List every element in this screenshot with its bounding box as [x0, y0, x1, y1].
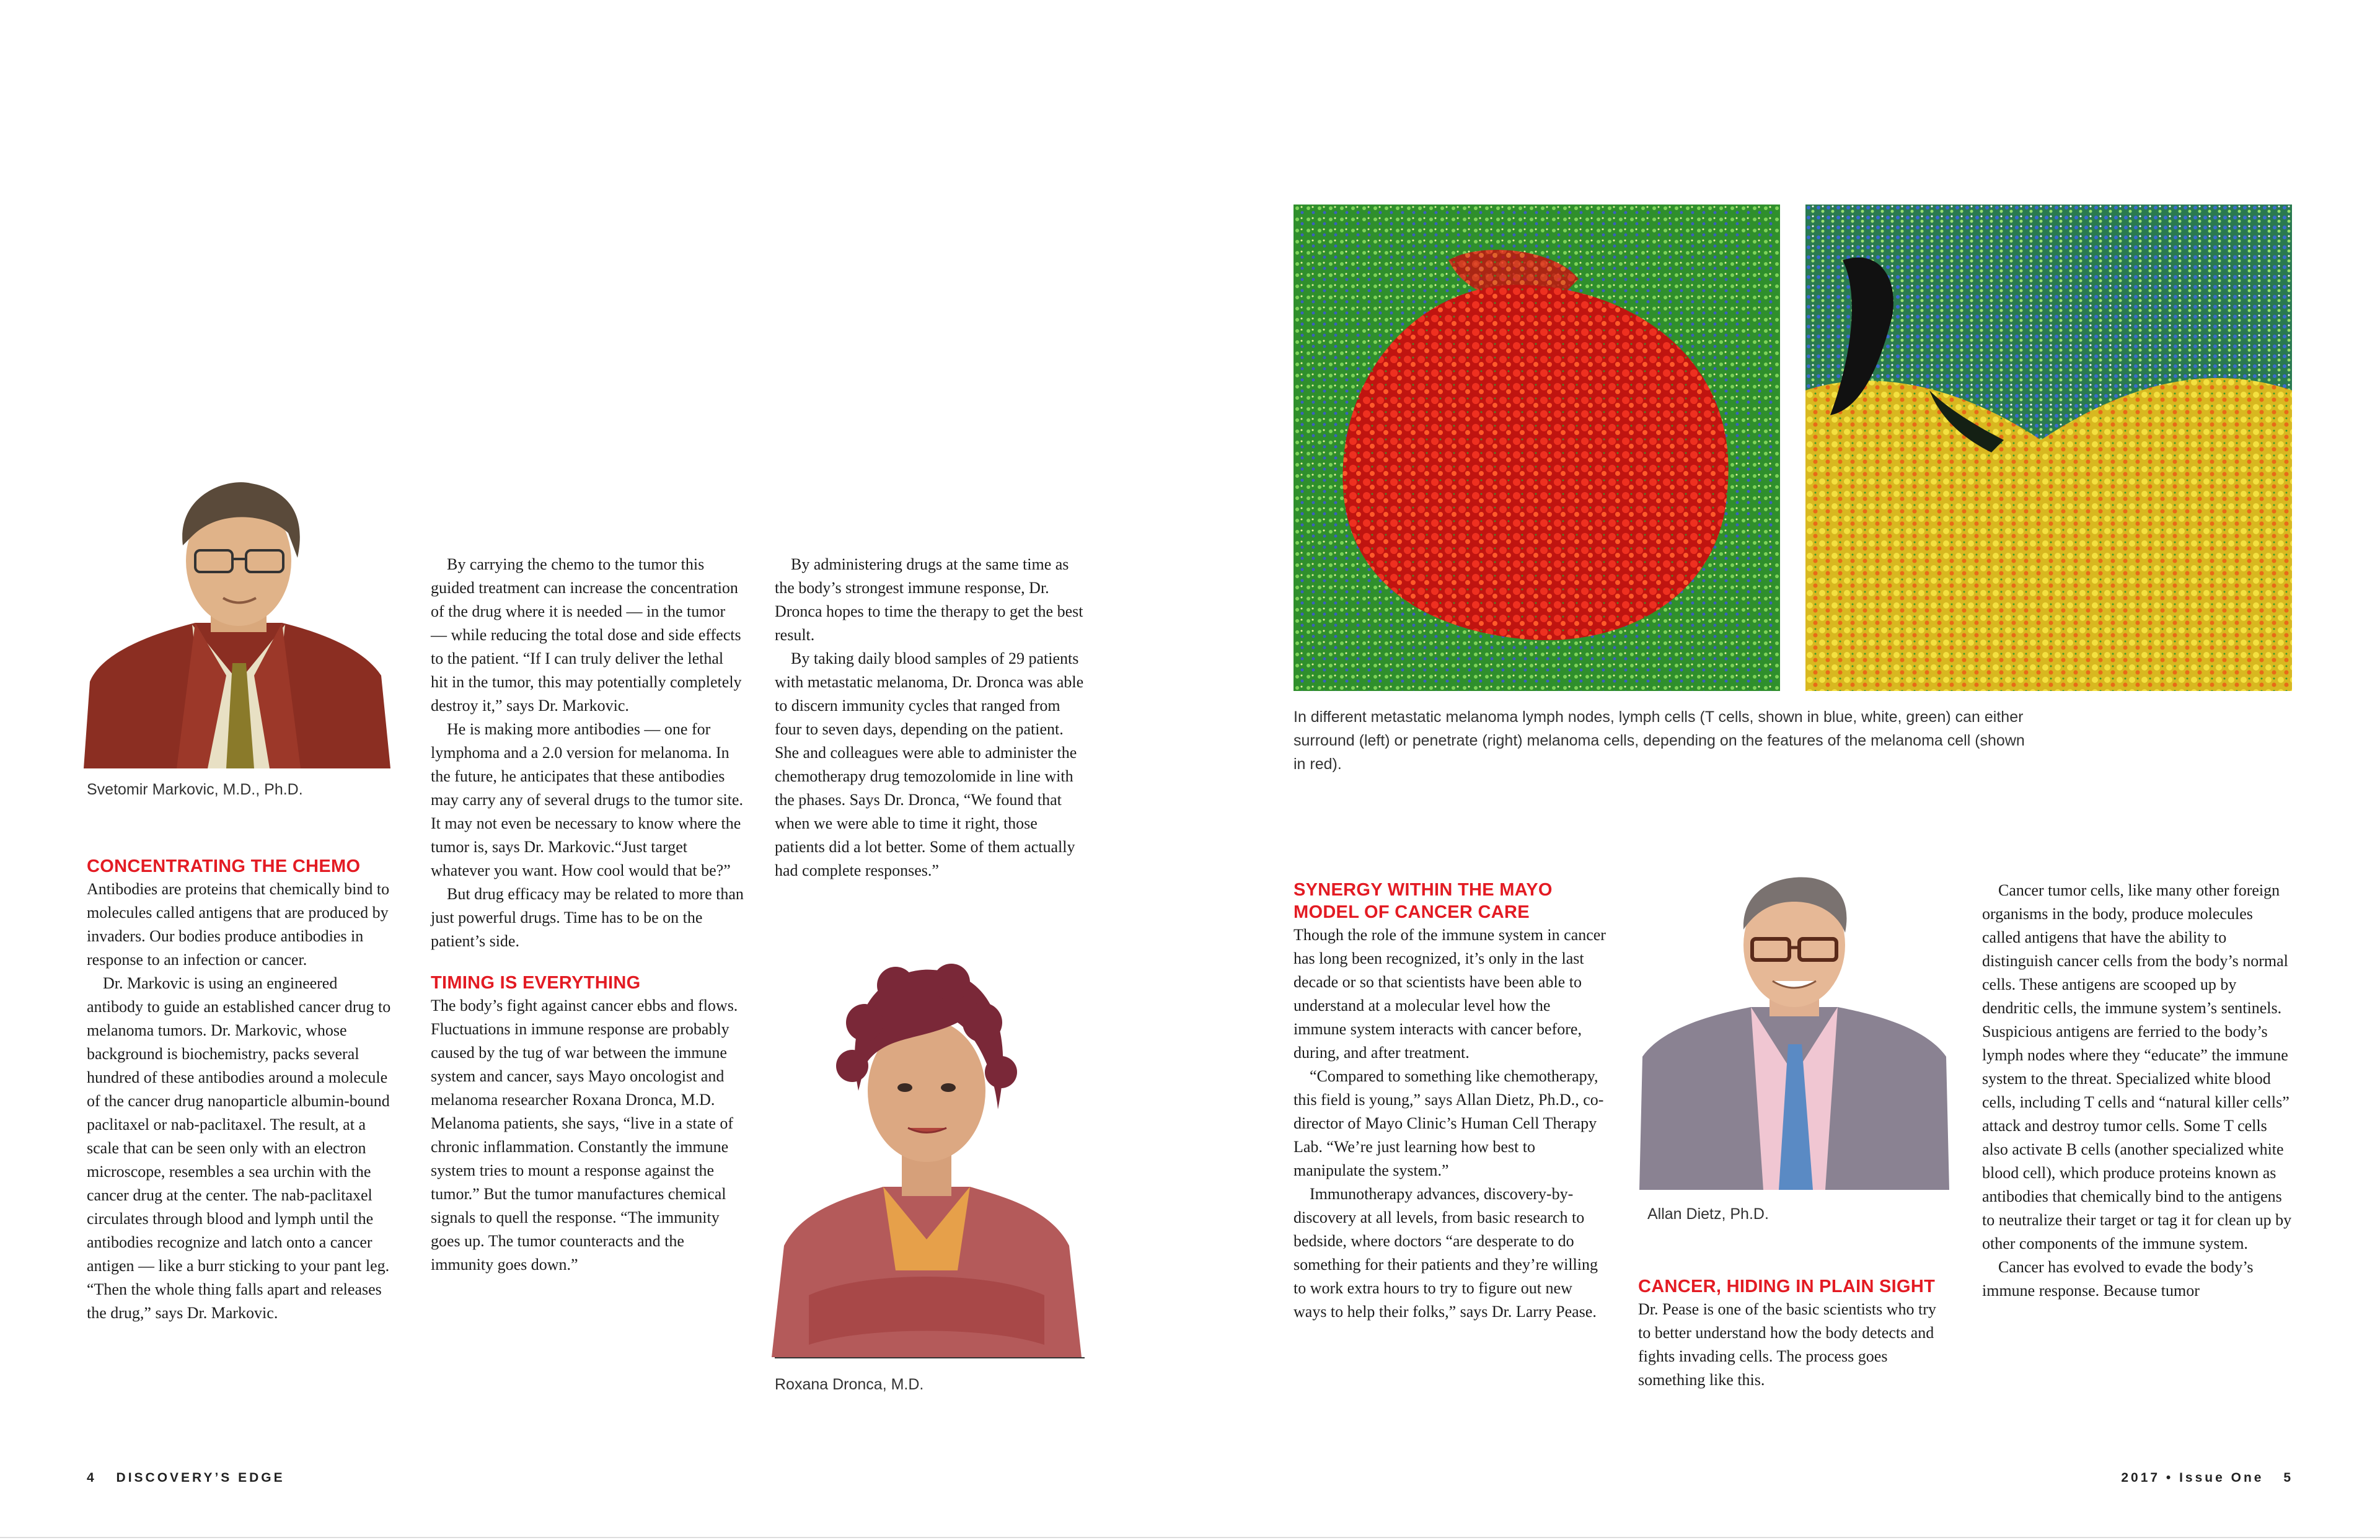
right-folio: [2121, 1471, 2293, 1485]
col3-paragraph-2: By taking daily blood samples of 29 patients with metastatic melanoma, Dr. Dronca was able to discern immunity cycles that ranged from four to seven days, depending on the patient. She and colleagues were able to administer the chemotherapy drug temozolomide in line with the phases. Says Dr. Dronca, “We found that when we were able to time it right, those patients did a lot better. Some of them actually had complete responses.”: [775, 649, 1084, 879]
melanoma-micrograph-right: [1805, 205, 2292, 691]
left-folio: [87, 1471, 285, 1485]
concentrating-chemo-heading: CONCENTRATING THE CHEMO: [87, 856, 361, 876]
dronca-portrait: [772, 948, 1082, 1357]
micrograph-caption: In different metastatic melanoma lymph nodes, lymph cells (T cells, shown in blue, white, green) can either surround (left) or penetrate (right) melanoma cells, depending on the features of the melanoma cell (shown in red).: [1294, 708, 2025, 773]
right-col2-paragraph-1: Dr. Pease is one of the basic scientists who try to better understand how the body detects and fights invading cells. The process goes something like this.: [1638, 1300, 1936, 1389]
markovic-caption: Svetomir Markovic, M.D., Ph.D.: [87, 781, 303, 798]
issue-label: 2017 • Issue One: [2121, 1471, 2264, 1485]
col2-paragraph-4: The body’s fight against cancer ebbs and flows. Fluctuations in immune response are probably caused by the tug of war between the immune system and cancer, says Mayo oncologist and melanoma researcher Roxana Dronca, M.D. Melanoma patients, she says, “live in a state of chronic inflammation. Constantly the immune system tries to mount a response against the tumor.” But the tumor manufactures chemical signals to quell the response. “The immunity goes up. The tumor counteracts and the immunity goes down.”: [431, 997, 738, 1274]
timing-heading: TIMING IS EVERYTHING: [431, 973, 641, 993]
right-col3-paragraph-1: Cancer tumor cells, like many other foreign organisms in the body, produce molecules called antigens that have the ability to distinguish cancer cells from the body’s normal cells. These antigens are scooped up by dendritic cells, the immune system’s sentinels. Suspicious antigens are ferried to the body’s lymph nodes where they “educate” the immune system to the threat. Specialized white blood cells, including T cells and “natural killer cells” attack and destroy tumor cells. Some T cells also activate B cells (another specialized white blood cell), which produce proteins known as antibodies that chemically bind to the antigens to neutralize their target or tag it for clean up by other components of the immune system.: [1982, 881, 2292, 1252]
left-column-3: [775, 553, 1085, 882]
col1-paragraph-2: Dr. Markovic is using an engineered antibody to guide an established cancer drug to melanoma tumors. Dr. Markovic, whose background is biochemistry, packs several hundred of these antibodies around a molecule of the cancer drug nanoparticle albumin-bound paclitaxel or nab-paclitaxel. The result, at a scale that can be seen only with an electron microscope, resembles a sea urchin with the cancer drug at the center. The nab-paclitaxel circulates through blood and lymph until the antibodies recognize and latch onto a cancer antigen — like a burr sticking to your pant leg. “Then the whole thing falls apart and releases the drug,” says Dr. Markovic.: [87, 974, 391, 1322]
right-col1-paragraph-1: Though the role of the immune system in cancer has long been recognized, it’s only in the last decade or so that scientists have been able to understand at a molecular level how the immune system interacts with cancer before, during, and after treatment.: [1294, 926, 1606, 1062]
right-column-2: [1638, 1275, 1951, 1392]
dronca-portrait-rule: [775, 1357, 1085, 1358]
magazine-title: DISCOVERY’S EDGE: [116, 1471, 285, 1485]
melanoma-micrograph-left: [1294, 205, 1780, 691]
bottom-edge-rule: [0, 1537, 2380, 1538]
right-page-number: 5: [2283, 1471, 2293, 1485]
col2-paragraph-3: But drug efficacy may be related to more than just powerful drugs. Time has to be on the patient’s side.: [431, 885, 744, 950]
dietz-caption: Allan Dietz, Ph.D.: [1647, 1205, 1769, 1223]
col2-paragraph-2: He is making more antibodies — one for lymphoma and a 2.0 version for melanoma. In the future, he anticipates that these antibodies may carry any of several drugs to the tumor site. It may not even be necessary to know where the tumor is, says Dr. Markovic.“Just target whatever you want. How cool would that be?”: [431, 720, 743, 879]
dietz-portrait: [1639, 871, 1949, 1190]
right-column-3: [1982, 879, 2295, 1303]
right-col1-paragraph-2: “Compared to something like chemotherapy, this field is young,” says Allan Dietz, Ph.D., co-director of Mayo Clinic’s Human Cell Therapy Lab. “We’re just learning how best to manipulate the system.”: [1294, 1067, 1604, 1179]
hiding-heading: CANCER, HIDING IN PLAIN SIGHT: [1638, 1277, 1936, 1296]
right-column-1: [1294, 879, 1606, 1324]
markovic-portrait: [84, 477, 394, 768]
left-column-2: [431, 553, 744, 1277]
col2-paragraph-1: By carrying the chemo to the tumor this guided treatment can increase the concentration of the drug where it is needed — in the tumor — while reducing the total dose and side effects to the patient. “If I can truly deliver the lethal hit in the tumor, this may potentially completely destroy it,” says Dr. Markovic.: [431, 555, 742, 715]
left-column-1: [87, 855, 394, 1325]
right-page: [1190, 0, 2380, 1540]
col3-paragraph-1: By administering drugs at the same time as the body’s strongest immune response, Dr. Dronca hopes to time the therapy to get the best result.: [775, 555, 1083, 644]
dronca-caption: Roxana Dronca, M.D.: [775, 1376, 924, 1393]
left-page-number: 4: [87, 1471, 97, 1485]
col1-paragraph-1: Antibodies are proteins that chemically bind to molecules called antigens that are produced by invaders. Our bodies produce antibodies in response to an infection or cancer.: [87, 880, 390, 969]
synergy-heading: SYNERGY WITHIN THE MAYO MODEL OF CANCER CARE: [1294, 880, 1553, 922]
right-col3-paragraph-2: Cancer has evolved to evade the body’s immune response. Because tumor: [1982, 1258, 2254, 1300]
right-col1-paragraph-3: Immunotherapy advances, discovery-by-discovery at all levels, from basic research to bedside, where doctors “are desperate to do something for their patients and they’re willing to work extra hours to try to figure out new ways to help their folks,” says Dr. Larry Pease.: [1294, 1185, 1598, 1321]
